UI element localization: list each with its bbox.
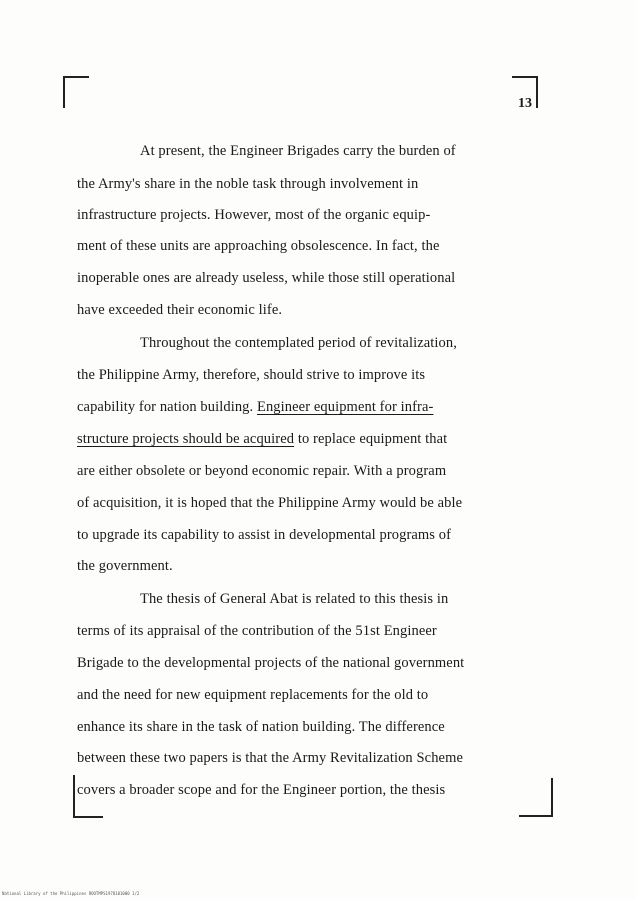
page-number: 13 [518, 96, 532, 111]
text-line: Brigade to the developmental projects of the national government [77, 655, 465, 671]
underlined-text: structure projects should be acquired [77, 431, 295, 447]
text-segment: capability for nation building. [77, 399, 257, 415]
text-line: At present, the Engineer Brigades carry the burden of [140, 143, 456, 159]
text-line: between these two papers is that the Army Revitalization Scheme [77, 750, 464, 766]
crop-mark-bottom-right [551, 778, 553, 816]
text-line: the Philippine Army, therefore, should strive to improve its [77, 367, 426, 383]
text-line: have exceeded their economic life. [77, 302, 283, 318]
text-line: infrastructure projects. However, most of the organic equip- [77, 207, 431, 223]
text-line [77, 399, 433, 416]
text-line: and the need for new equipment replacements for the old to [77, 687, 429, 703]
text-line [77, 431, 447, 448]
text-line: The thesis of General Abat is related to this thesis in [140, 591, 449, 607]
text-line: the government. [77, 558, 173, 574]
text-line: the Army's share in the noble task through involvement in [77, 176, 419, 192]
text-line: to upgrade its capability to assist in developmental programs of [77, 527, 452, 543]
scan-footer: National Library of the Philippines ROOTMPS1978101000 1/2 [2, 891, 140, 896]
crop-mark-bottom-left [73, 775, 75, 817]
text-segment: to replace equipment that [294, 431, 448, 447]
underlined-text: Engineer equipment for infra- [256, 399, 434, 415]
text-line: covers a broader scope and for the Engineer portion, the thesis [77, 782, 446, 798]
crop-mark-top-right [536, 76, 538, 108]
crop-mark-bottom-left [73, 816, 103, 818]
crop-mark-top-left [63, 76, 65, 108]
crop-mark-top-left [63, 76, 89, 78]
text-line: are either obsolete or beyond economic repair. With a program [77, 463, 447, 479]
crop-mark-bottom-right [519, 815, 553, 817]
text-line: inoperable ones are already useless, while those still operational [77, 270, 456, 286]
crop-mark-top-right [512, 76, 538, 78]
text-line: terms of its appraisal of the contribution of the 51st Engineer [77, 623, 437, 639]
text-line: of acquisition, it is hoped that the Philippine Army would be able [77, 495, 463, 511]
text-line: Throughout the contemplated period of revitalization, [140, 335, 457, 351]
text-line: ment of these units are approaching obsolescence. In fact, the [77, 238, 440, 254]
text-line: enhance its share in the task of nation building. The difference [77, 719, 445, 735]
